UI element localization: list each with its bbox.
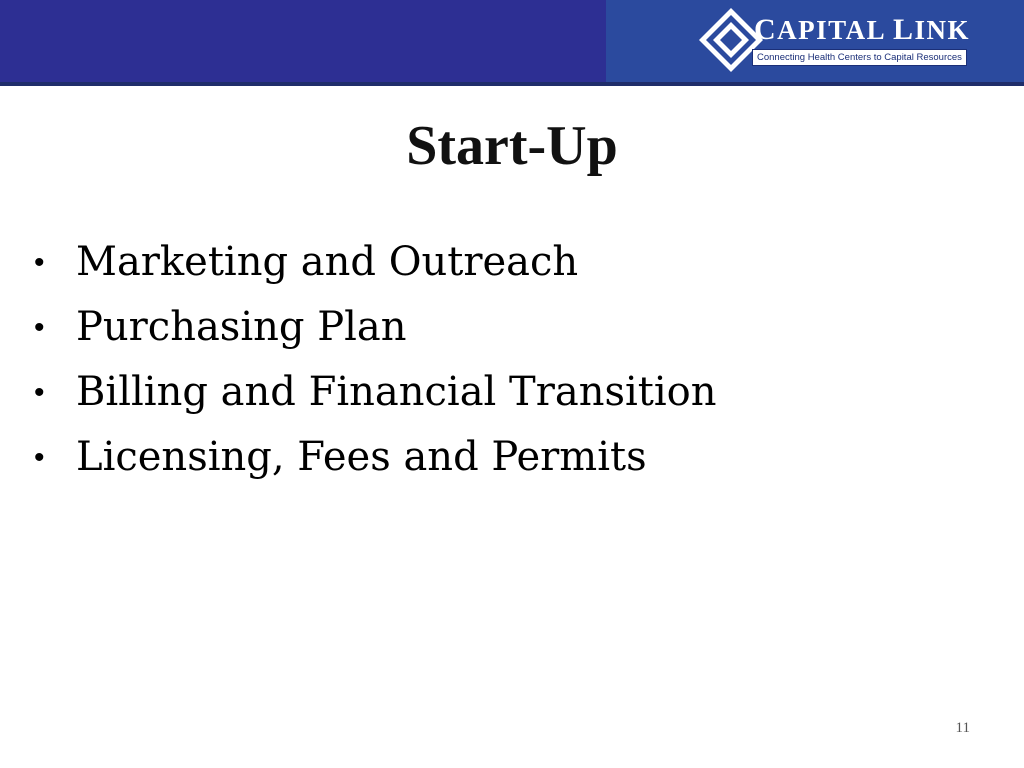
slide-title: Start-Up — [406, 115, 618, 177]
bullet-item — [34, 360, 717, 425]
capital-link-logo — [696, 5, 976, 75]
header-left-fill — [0, 0, 606, 82]
bullet-dot: • — [34, 246, 45, 279]
brand-name: CAPITAL LINK — [754, 13, 970, 46]
bullet-text: Purchasing Plan — [76, 304, 407, 350]
bullet-item — [34, 295, 717, 360]
bullet-text: Billing and Financial Transition — [76, 369, 717, 415]
bullet-dot: • — [34, 311, 45, 344]
bullet-item — [34, 230, 717, 295]
brand-tagline: Connecting Health Centers to Capital Resources — [752, 49, 967, 66]
bullet-item — [34, 425, 717, 490]
page-number: 11 — [955, 720, 970, 736]
bullet-dot: • — [34, 441, 45, 474]
bullet-dot: • — [34, 376, 45, 409]
bullet-text: Licensing, Fees and Permits — [76, 434, 647, 480]
bullet-text: Marketing and Outreach — [76, 239, 579, 285]
bullet-list — [34, 230, 717, 490]
